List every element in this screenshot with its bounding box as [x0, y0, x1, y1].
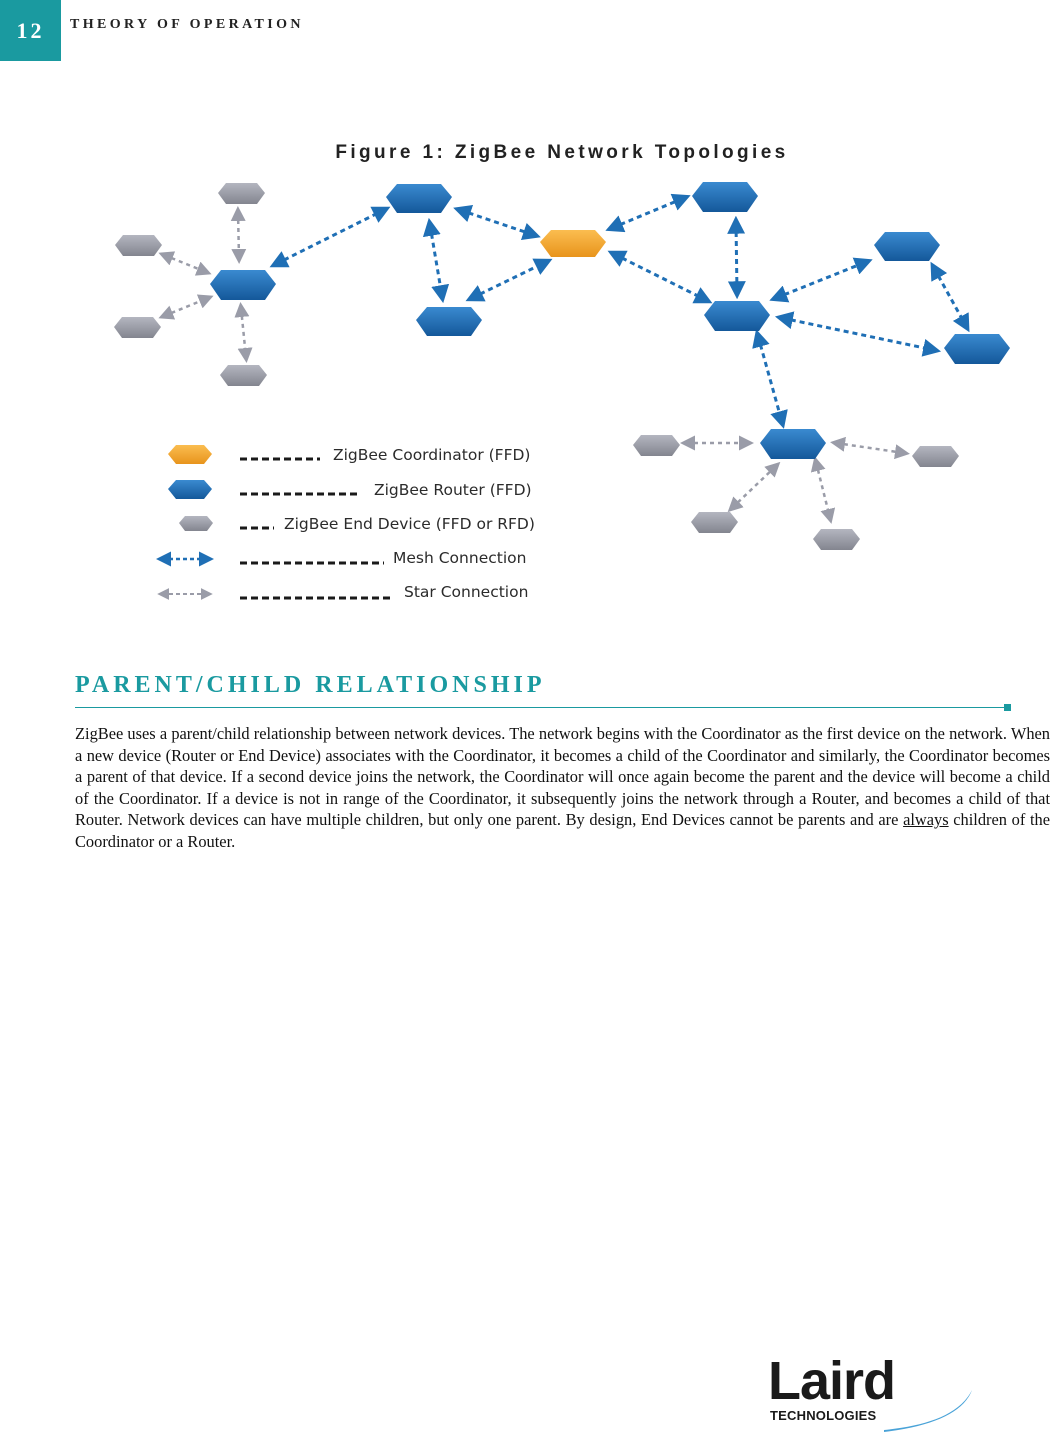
- body-paragraph: [75, 723, 1050, 852]
- legend-end-device-icon: [179, 516, 213, 531]
- legend-end-device-label: ZigBee End Device (FFD or RFD): [284, 515, 535, 533]
- router-node: [704, 301, 770, 331]
- router-node: [386, 184, 452, 213]
- router-node: [874, 232, 940, 261]
- running-title: THEORY OF OPERATION: [70, 17, 304, 32]
- end-device-node: [218, 183, 265, 204]
- router-node: [760, 429, 826, 459]
- legend-router-icon: [168, 480, 212, 499]
- end-device-node: [633, 435, 680, 456]
- legend-coordinator-icon: [168, 445, 212, 464]
- end-device-node: [912, 446, 959, 467]
- logo-word: Laird: [768, 1351, 896, 1411]
- router-node: [692, 182, 758, 212]
- router-nodes: [210, 182, 1010, 459]
- legend-mesh-label: Mesh Connection: [393, 549, 527, 567]
- end-device-node: [691, 512, 738, 533]
- router-node: [416, 307, 482, 336]
- body-text-emphasis: always: [903, 810, 949, 829]
- laird-logo: [764, 1351, 974, 1438]
- end-device-node: [220, 365, 267, 386]
- figure-caption: Figure 1: ZigBee Network Topologies: [335, 142, 789, 163]
- page-number: 12: [0, 0, 61, 61]
- coordinator-node: [540, 230, 606, 257]
- body-text-after: children of the Coordinator or a Router.: [75, 810, 1050, 851]
- mesh-connections: [276, 198, 966, 422]
- router-node: [944, 334, 1010, 364]
- section-heading: PARENT/CHILD RELATIONSHIP: [75, 672, 546, 698]
- legend-star-label: Star Connection: [404, 583, 529, 601]
- network-topology-diagram: [110, 175, 1015, 605]
- end-device-node: [115, 235, 162, 256]
- end-device-node: [114, 317, 161, 338]
- heading-rule: [75, 707, 1006, 708]
- diagram-legend: [162, 445, 535, 601]
- star-connections: [164, 212, 904, 518]
- router-node: [210, 270, 276, 300]
- body-text-before: ZigBee uses a parent/child relationship between network devices. The network begins with the Coordinator as the first device on the network. When a new device (Router or End Device) associates with the Coordinator, it becomes a child of the Coordinator and similarly, the Coordinator becomes a parent of that device. If a second device joins the network, the Coordinator will once again become the parent and the device will become a child of the Coordinator. If a device is not in range of the Coordinator, it subsequently joins the network through a Router, and becomes a child of that Router. Network devices can have multiple children, but only one parent. By design, End Devices cannot be parents and are: [75, 724, 1050, 829]
- legend-coordinator-label: ZigBee Coordinator (FFD): [333, 446, 531, 464]
- legend-router-label: ZigBee Router (FFD): [374, 481, 532, 499]
- end-device-node: [813, 529, 860, 550]
- heading-rule-end: [1004, 704, 1011, 711]
- logo-subtitle: TECHNOLOGIES: [770, 1408, 877, 1423]
